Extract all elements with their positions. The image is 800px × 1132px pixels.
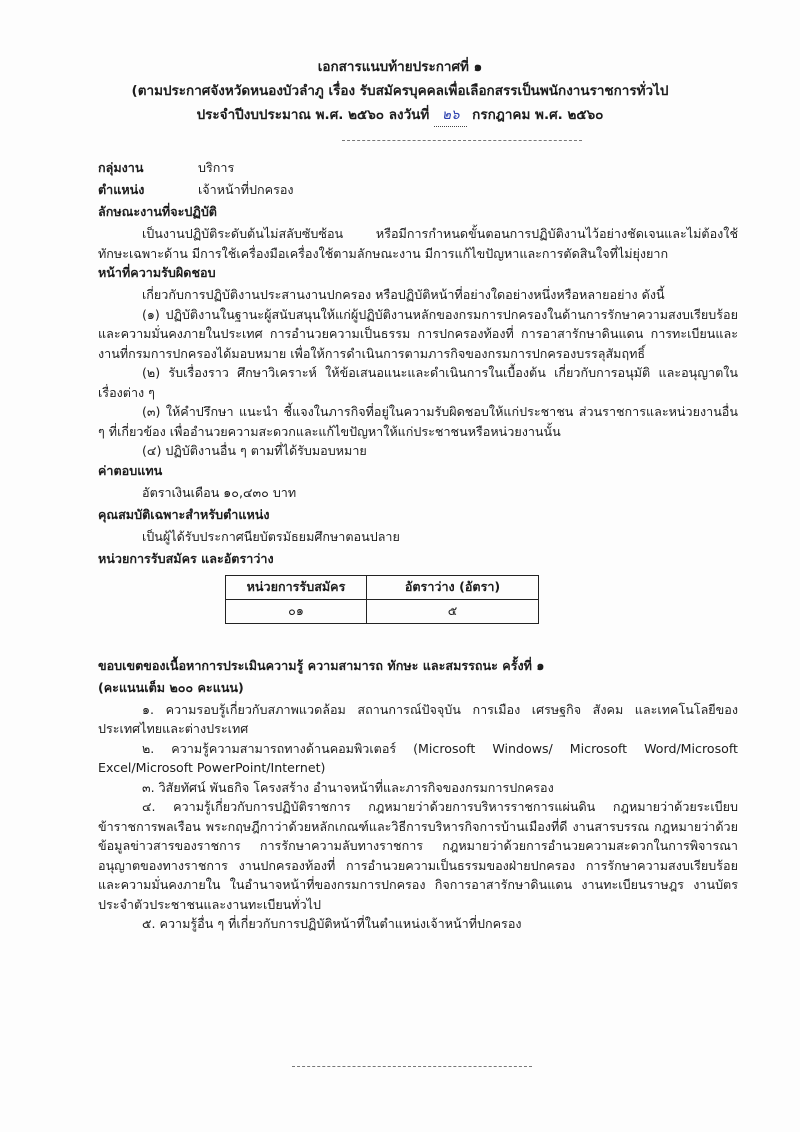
date-line-suffix: กรกฎาคม พ.ศ. ๒๕๖๐ xyxy=(472,107,604,123)
duties-intro: เกี่ยวกับการปฏิบัติงานประสานงานปกครอง หรือปฏิบัติหน้าที่อย่างใดอย่างหนึ่งหรือหลายอย่าง ดังนี้ xyxy=(142,287,665,303)
qualification-heading: คุณสมบัติเฉพาะสำหรับตำแหน่ง xyxy=(98,506,270,522)
document-header xyxy=(0,57,800,129)
date-line-prefix: ประจำปีงบประมาณ พ.ศ. ๒๕๖๐ ลงวันที่ xyxy=(196,107,430,123)
position-label: ตำแหน่ง xyxy=(98,182,145,197)
scope-item: ๒. ความรู้ความสามารถทางด้านคอมพิวเตอร์ (Microsoft Windows/ Microsoft Word/Microsoft Excel/Microsoft PowerPoint/Internet) xyxy=(98,740,738,776)
announcement-reference: (ตามประกาศจังหวัดหนองบัวลำภู เรื่อง รับสมัครบุคคลเพื่อเลือกสรรเป็นพนักงานราชการทั่วไป xyxy=(131,83,669,99)
group-label: กลุ่มงาน xyxy=(98,160,144,175)
table-row xyxy=(226,599,539,623)
duty-item: (๔) ปฏิบัติงานอื่น ๆ ตามที่ได้รับมอบหมาย xyxy=(142,443,367,459)
scope-heading: ขอบเขตของเนื้อหาการประเมินความรู้ ความสามารถ ทักษะ และสมรรถนะ ครั้งที่ ๑ xyxy=(98,657,545,673)
handwritten-day: ๒๖ xyxy=(434,105,467,127)
position-value: เจ้าหน้าที่ปกครอง xyxy=(198,182,294,197)
duty-item: (๒) รับเรื่องราว ศึกษาวิเคราะห์ ให้ข้อเสนอแนะและดำเนินการในเบื้องต้น เกี่ยวกับการอนุมัติ และอนุญาตในเรื่องต่าง ๆ xyxy=(98,365,738,400)
footer-separator xyxy=(292,1066,532,1067)
qualification-text: เป็นผู้ได้รับประกาศนียบัตรมัธยมศึกษาตอนปลาย xyxy=(142,528,400,544)
scope-score: (คะแนนเต็ม ๒๐๐ คะแนน) xyxy=(98,679,244,695)
vacancy-column-header: อัตราว่าง (อัตรา) xyxy=(367,575,539,599)
group-row xyxy=(98,158,738,180)
announcement-date-line xyxy=(0,105,800,129)
nature-text: เป็นงานปฏิบัติระดับต้นไม่สลับซับซ้อน หรือมีการกำหนดขั้นตอนการปฏิบัติงานไว้อย่างชัดเจนและไม่ต้องใช้ทักษะเฉพาะด้าน มีการใช้เครื่องมือเครื่องใช้ตามลักษณะงาน มีการแก้ไขปัญหาและการตัดสินใจที่ไม่ยุ่งยาก xyxy=(98,226,738,261)
duty-item: (๑) ปฏิบัติงานในฐานะผู้สนับสนุนให้แก่ผู้ปฏิบัติงานหลักของกรมการปกครองในด้านการรักษาความสงบเรียบร้อยและความมั่นคงภายในประเทศ การอำนวยความเป็นธรรม การปกครองท้องที่ การอาสารักษาดินแดน การทะเบียนและงานที่กรมการปกครองได้มอบหมาย เพื่อให้การดำเนินการตามภารกิจของกรมการปกครองบรรลุสัมฤทธิ์ xyxy=(98,306,738,361)
units-heading: หน่วยการรับสมัคร และอัตราว่าง xyxy=(98,550,274,566)
table-header-row xyxy=(226,575,539,599)
duty-item: (๓) ให้คำปรึกษา แนะนำ ชี้แจงในภารกิจที่อยู่ในความรับผิดชอบให้แก่ประชาชน ส่วนราชการและหน่วยงานอื่น ๆ ที่เกี่ยวข้อง เพื่ออำนวยความสะดวกและแก้ไขปัญหาให้แก่ประชาชนหรือหน่วยงานนั้น xyxy=(98,404,738,439)
unit-cell: ๐๑ xyxy=(226,599,367,623)
document-body xyxy=(98,158,738,934)
nature-heading: ลักษณะงานที่จะปฏิบัติ xyxy=(98,204,217,219)
header-separator xyxy=(342,140,582,141)
spacer xyxy=(98,630,738,656)
unit-column-header: หน่วยการรับสมัคร xyxy=(226,575,367,599)
pay-heading: ค่าตอบแทน xyxy=(98,462,163,478)
position-row xyxy=(98,180,738,202)
pay-text: อัตราเงินเดือน ๑๐,๔๓๐ บาท xyxy=(142,484,297,500)
attachment-title: เอกสารแนบท้ายประกาศที่ ๑ xyxy=(317,59,483,75)
scope-item: ๔. ความรู้เกี่ยวกับการปฏิบัติราชการ กฎหมายว่าด้วยการบริหารราชการแผ่นดิน กฎหมายว่าด้วยระเบียบข้าราชการพลเรือน พระกฤษฎีกาว่าด้วยหลักเกณฑ์และวิธีการบริหารกิจการบ้านเมืองที่ดี งานสารบรรณ กฎหมายว่าด้วยข้อมูลข่าวสารของราชการ การรักษาความลับทางราชการ กฎหมายว่าด้วยการอำนวยความสะดวกในการพิจารณาอนุญาตของทางราชการ งานปกครองท้องที่ การอำนวยความเป็นธรรมของฝ่ายปกครอง การรักษาความสงบเรียบร้อยและความมั่นคงภายใน ในอำนาจหน้าที่ของกรมการปกครอง กิจการอาสารักษาดินแดน งานทะเบียนราษฎร งานบัตรประจำตัวประชาชนและงานทะเบียนทั่วไป xyxy=(98,799,738,912)
duties-heading: หน้าที่ความรับผิดชอบ xyxy=(98,265,216,281)
vacancy-cell: ๕ xyxy=(367,599,539,623)
scope-item: ๑. ความรอบรู้เกี่ยวกับสภาพแวดล้อม สถานการณ์ปัจจุบัน การเมือง เศรษฐกิจ สังคม และเทคโนโลยีของประเทศไทยและต่างประเทศ xyxy=(98,701,738,737)
recruitment-table xyxy=(225,575,539,624)
scope-item: ๕. ความรู้อื่น ๆ ที่เกี่ยวกับการปฏิบัติหน้าที่ในตำแหน่งเจ้าหน้าที่ปกครอง xyxy=(142,916,522,932)
group-value: บริการ xyxy=(198,160,235,175)
scope-item: ๓. วิสัยทัศน์ พันธกิจ โครงสร้าง อำนาจหน้าที่และภารกิจของกรมการปกครอง xyxy=(142,779,554,795)
